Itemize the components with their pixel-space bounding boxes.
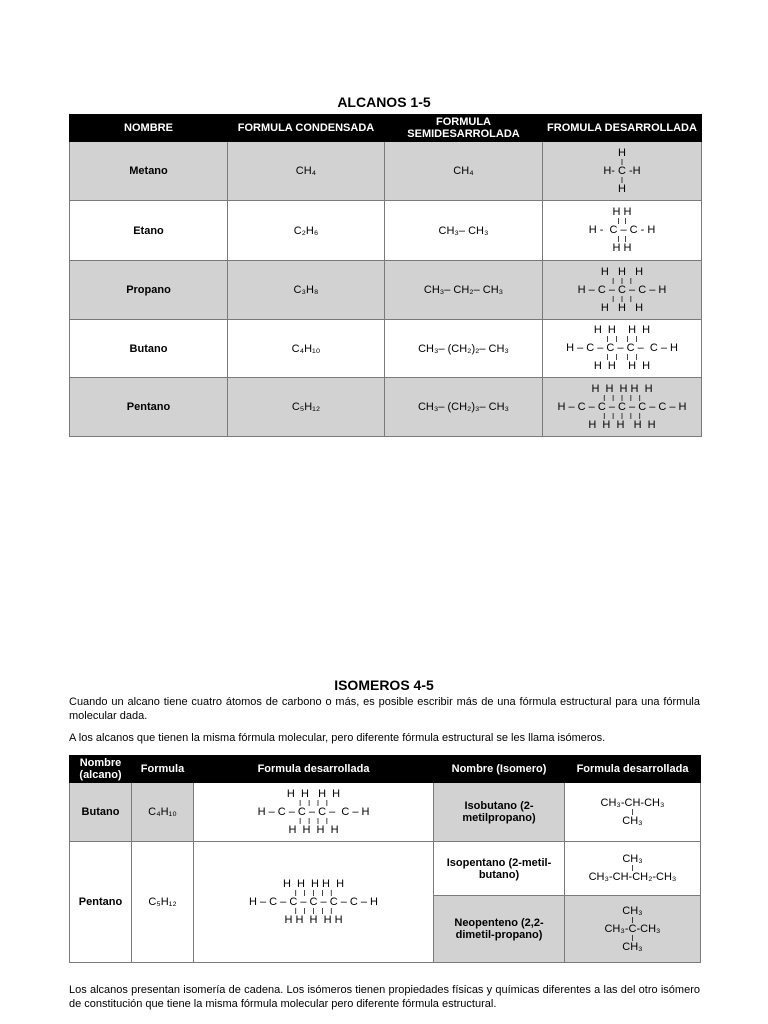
row-name: Propano bbox=[70, 261, 228, 320]
isomer-struct bbox=[565, 783, 701, 842]
isomeros-header-row bbox=[70, 756, 701, 783]
table-row bbox=[70, 783, 701, 842]
row-struct bbox=[543, 142, 702, 201]
formula-line: CH₃ bbox=[622, 940, 643, 953]
row-struct bbox=[194, 783, 434, 842]
formula-line: I I I I I bbox=[603, 411, 641, 421]
table-row bbox=[70, 378, 702, 437]
row-formula: C₅H₁₂ bbox=[132, 842, 194, 963]
row-semi: CH₄ bbox=[385, 142, 543, 201]
formula-line: CH₃ bbox=[622, 814, 643, 827]
isomer-struct bbox=[565, 896, 701, 963]
row-name: Etano bbox=[70, 201, 228, 261]
row-struct bbox=[194, 842, 434, 963]
formula-line: H H H H H bbox=[282, 877, 345, 890]
formula-line: H H H H H bbox=[588, 418, 656, 431]
isomer-struct bbox=[565, 842, 701, 896]
structural-formula bbox=[603, 148, 640, 195]
formula-line: I bbox=[620, 175, 624, 185]
formula-line: H – C – C – C – C – C – H bbox=[249, 895, 378, 908]
alcanos-header-row bbox=[70, 115, 702, 142]
formula-line: I bbox=[631, 807, 634, 817]
formula-line: H - C – C - H bbox=[588, 224, 656, 236]
row-struct bbox=[543, 261, 702, 320]
row-condensada: C₂H₆ bbox=[228, 201, 385, 261]
formula-line: H – C – C – C – H bbox=[577, 283, 667, 296]
table-row bbox=[70, 201, 702, 261]
structural-formula bbox=[601, 798, 665, 827]
formula-line: I I I I bbox=[299, 816, 328, 826]
formula-line: CH₃-CH-CH₂-CH₃ bbox=[588, 871, 677, 883]
formula-line: I I bbox=[617, 235, 627, 244]
row-struct bbox=[543, 320, 702, 378]
intro-paragraph-1: Cuando un alcano tiene cuatro átomos de carbono o más, es posible escribir más de una fórmula estructural para una fórmula molecular dada. bbox=[69, 696, 700, 722]
formula-line: I I I I bbox=[606, 335, 638, 344]
formula-line: H bbox=[618, 182, 626, 195]
formula-line: I I bbox=[617, 217, 627, 226]
header-isomero-desarrollada: Formula desarrollada bbox=[565, 756, 701, 783]
header-nombre: NOMBRE bbox=[70, 115, 228, 142]
formula-line: H H H bbox=[600, 265, 644, 278]
formula-line: I I I I bbox=[299, 798, 328, 808]
structural-formula bbox=[566, 325, 678, 372]
structural-formula bbox=[604, 906, 660, 953]
header-condensada: FORMULA CONDENSADA bbox=[228, 115, 385, 142]
structural-formula bbox=[249, 879, 378, 926]
formula-line: H H H H H bbox=[591, 382, 653, 395]
header-formula: Formula bbox=[132, 756, 194, 783]
row-condensada: C₄H₁₀ bbox=[228, 320, 385, 378]
formula-line: H H bbox=[612, 206, 632, 218]
formula-line: H H H H bbox=[286, 787, 341, 800]
row-condensada: C₃H₈ bbox=[228, 261, 385, 320]
row-name: Butano bbox=[70, 320, 228, 378]
isomer-name: Isobutano (2-metilpropano) bbox=[434, 783, 565, 842]
table-row bbox=[70, 320, 702, 378]
formula-line: H bbox=[618, 146, 626, 159]
row-name: Pentano bbox=[70, 842, 132, 963]
formula-line: I I I I bbox=[606, 353, 638, 362]
row-semi: CH₃– (CH₂)₃– CH₃ bbox=[385, 378, 543, 437]
structural-formula bbox=[589, 854, 677, 883]
formula-line: H H H H bbox=[593, 360, 651, 372]
isomer-name: Neopenteno (2,2-dimetil-propano) bbox=[434, 896, 565, 963]
intro-paragraph-2: A los alcanos que tienen la misma fórmula molecular, pero diferente fórmula estructural se les llama isómeros. bbox=[69, 732, 606, 744]
row-formula: C₄H₁₀ bbox=[132, 783, 194, 842]
table-row bbox=[70, 142, 702, 201]
row-semi: CH₃– CH₃ bbox=[385, 201, 543, 261]
formula-line: H H H H bbox=[288, 823, 339, 836]
formula-line: H – C – C – C – C – H bbox=[257, 805, 370, 818]
row-name: Pentano bbox=[70, 378, 228, 437]
formula-line: CH₃ bbox=[622, 853, 643, 865]
formula-line: I bbox=[631, 933, 634, 943]
row-struct bbox=[543, 201, 702, 261]
formula-line: I I I I I bbox=[294, 906, 333, 916]
formula-line: I I I bbox=[611, 276, 632, 286]
formula-line: I bbox=[631, 864, 634, 873]
header-nombre-alcano: Nombre (alcano) bbox=[70, 756, 132, 783]
row-semi: CH₃– CH₂– CH₃ bbox=[385, 261, 543, 320]
row-name: Metano bbox=[70, 142, 228, 201]
formula-line: H H bbox=[612, 242, 632, 254]
formula-line: H H H bbox=[600, 301, 644, 314]
isomer-name: Isopentano (2-metil-butano) bbox=[434, 842, 565, 896]
structural-formula bbox=[558, 384, 687, 431]
formula-line: I bbox=[620, 157, 624, 167]
row-condensada: CH₄ bbox=[228, 142, 385, 201]
header-formula-desarrollada: Formula desarrollada bbox=[194, 756, 434, 783]
formula-line: H H H H H bbox=[284, 913, 343, 926]
formula-line: H – C – C – C – C – H bbox=[566, 342, 678, 354]
row-struct bbox=[543, 378, 702, 437]
formula-line: H- C -H bbox=[603, 164, 641, 177]
isomeros-title: ISOMEROS 4-5 bbox=[334, 677, 434, 693]
formula-line: I bbox=[631, 915, 634, 925]
table-row bbox=[70, 842, 701, 896]
alcanos-table bbox=[69, 114, 702, 437]
formula-line: H – C – C – C – C – C – H bbox=[557, 400, 687, 413]
formula-line: I I I I I bbox=[603, 393, 641, 403]
formula-line: H H H H bbox=[593, 324, 651, 336]
formula-line: I I I I I bbox=[294, 888, 333, 898]
alcanos-title: ALCANOS 1-5 bbox=[337, 94, 431, 110]
row-semi: CH₃– (CH₂)₂– CH₃ bbox=[385, 320, 543, 378]
structural-formula bbox=[578, 267, 667, 314]
isomeros-table bbox=[69, 755, 701, 963]
formula-line: CH₃-CH-CH₃ bbox=[600, 796, 665, 809]
formula-line: CH₃-C-CH₃ bbox=[604, 922, 661, 935]
header-semi: FORMULA SEMIDESARROLADA bbox=[385, 115, 543, 142]
table-row bbox=[70, 261, 702, 320]
row-name: Butano bbox=[70, 783, 132, 842]
header-desarrollada: FROMULA DESARROLLADA bbox=[543, 115, 702, 142]
structural-formula bbox=[258, 789, 370, 836]
structural-formula bbox=[589, 207, 656, 254]
formula-line: CH₃ bbox=[622, 904, 643, 917]
row-condensada: C₅H₁₂ bbox=[228, 378, 385, 437]
outro-paragraph: Los alcanos presentan isomería de cadena. Los isómeros tienen propiedades físicas y químicas diferentes a las del otro isómero de constitución que tiene la misma fórmula molecular pero diferente fórmula estructural. bbox=[69, 984, 700, 1010]
formula-line: I I I bbox=[611, 294, 632, 304]
header-nombre-isomero: Nombre (Isomero) bbox=[434, 756, 565, 783]
